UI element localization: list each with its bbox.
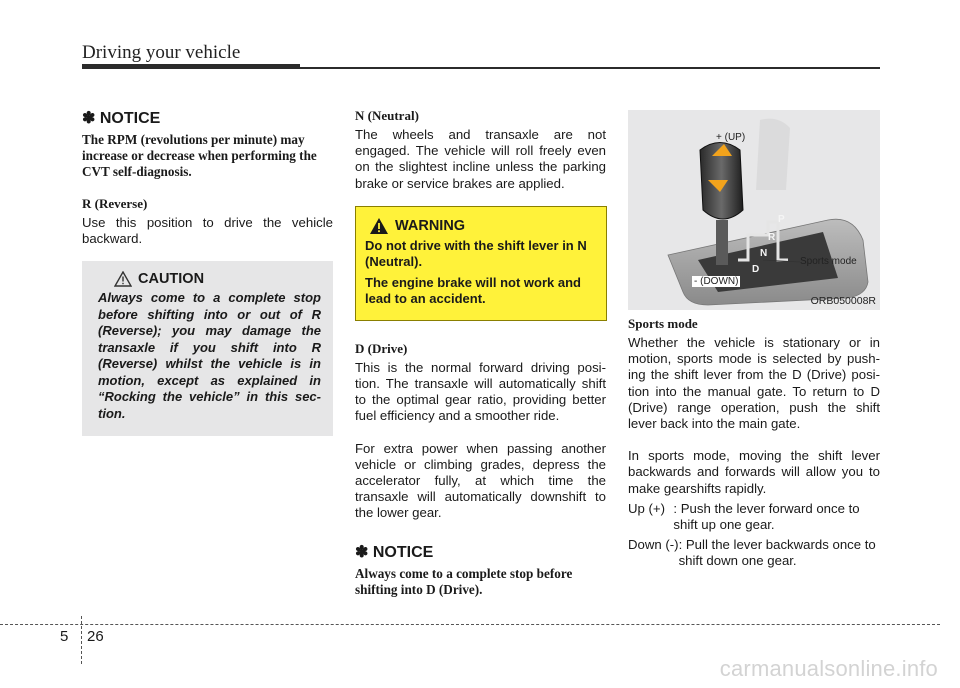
neutral-heading: N (Neutral) [355, 108, 419, 123]
sports-text-2: In sports mode, moving the shift lever backwards and forwards will allow you to make gearshifts rapidly. [628, 448, 880, 496]
sports-up-key: Up (+) [628, 500, 666, 516]
notice-symbol-icon: ✽ [82, 110, 96, 127]
chapter-number: 5 [60, 628, 69, 645]
column-2 [355, 108, 606, 598]
sports-heading: Sports mode [628, 316, 698, 331]
gate-letter-p: P [778, 214, 785, 225]
warning-line-2: The engine brake will not work and lead to an accident. [365, 274, 581, 307]
page-number: 26 [87, 628, 104, 645]
sports-text-1: Whether the vehicle is stationary or in motion, sports mode is selected by push-ing the shift lever from the D (Drive) posi-tion into the manual gate. To return to D (Drive) range operation, push the shift lever back into the main gate. [628, 335, 880, 432]
reverse-text: Use this position to drive the vehicle backward. [82, 215, 333, 247]
drive-text-2: For extra power when passing another vehicle or climbing grades, depress the accelerator fully, at which time the transaxle will automatically downshift to the lower gear. [355, 440, 606, 521]
gate-letter-r: R [768, 232, 776, 243]
caution-triangle-icon [114, 271, 132, 287]
figure-label-sports: Sports mode [800, 256, 857, 267]
footer-vertical-dash [81, 616, 82, 664]
header-title: Driving your vehicle [82, 42, 241, 63]
header-rule-thin [300, 67, 880, 69]
neutral-text: The wheels and transaxle are not engaged. The vehicle will roll freely even on the slightest incline unless the parking brake or service brakes are applied. [355, 127, 606, 191]
gate-letter-n: N [760, 248, 768, 259]
warning-triangle-icon [369, 217, 389, 235]
warning-title: WARNING [395, 217, 466, 234]
sports-up-row [628, 501, 880, 533]
footer-dashed-rule [0, 624, 940, 625]
column-3 [628, 108, 880, 570]
notice-label: NOTICE [99, 110, 161, 127]
watermark: carmanualsonline.info [719, 656, 938, 681]
figure-label-up: + (UP) [716, 132, 746, 143]
caution-box [82, 261, 333, 436]
sports-down-value: : Pull the lever backwards once to shift down one gear. [678, 537, 876, 569]
notice-text: The RPM (revolutions per minute) may increase or decrease when performing the CVT self-diagnosis. [82, 132, 317, 179]
header-rule-thick [82, 64, 300, 69]
sports-down-key: Down (-) [628, 537, 679, 553]
gate-letter-d: D [752, 264, 760, 275]
caution-text: Always come to a complete stop before shifting into or out of R (Reverse); you may damage the transaxle if you shift into R (Reverse) whilst the vehicle is in motion, except as explained in “Rocking the vehicle” in this sec-tion. [98, 290, 321, 421]
caution-title: CAUTION [138, 271, 205, 288]
drive-heading: D (Drive) [355, 340, 408, 356]
column-1 [82, 108, 333, 436]
drive-text-1: This is the normal forward driving posi-tion. The transaxle will automatically shift to the optimal gear ratio, providing better fuel efficiency and a smoother ride. [355, 359, 606, 424]
notice-text-2: Always come to a complete stop before shifting into D (Drive). [355, 565, 573, 597]
sports-down-row [628, 537, 880, 569]
sports-up-value: : Push the lever forward once to shift up one gear. [673, 500, 860, 533]
figure-label-down: - (DOWN) [694, 276, 739, 287]
shift-lever-figure [628, 110, 880, 310]
notice-heading [82, 108, 333, 128]
notice-symbol-icon: ✽ [355, 543, 369, 561]
notice-label: NOTICE [372, 543, 434, 561]
figure-leader-lines [628, 110, 880, 310]
figure-code: ORB050008R [810, 295, 876, 307]
reverse-heading: R (Reverse) [82, 196, 148, 211]
warning-line-1: Do not drive with the shift lever in N (Neutral). [365, 237, 587, 270]
warning-box [355, 206, 607, 321]
notice-heading-2 [355, 542, 606, 562]
